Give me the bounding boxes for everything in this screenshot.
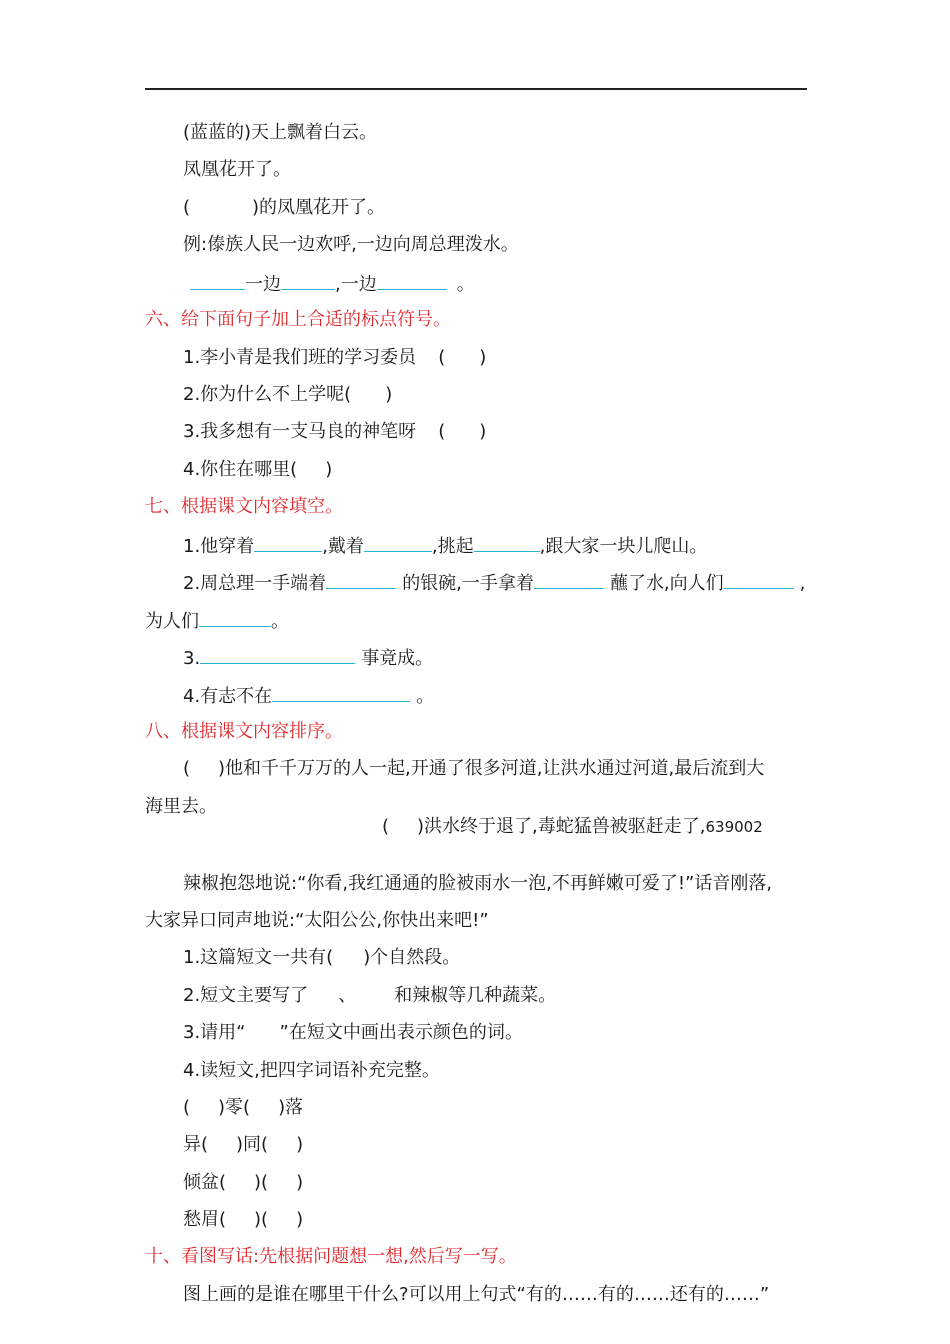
- s7-item-4: 4.有志不在 。: [183, 683, 434, 709]
- section-10-title: 十、看图写话:先根据问题想一想,然后写一写。: [145, 1246, 517, 1267]
- blank[interactable]: [326, 570, 396, 589]
- s6-item-4: 4.你住在哪里( ): [183, 459, 333, 480]
- blank[interactable]: [724, 570, 794, 589]
- question-4: 4.读短文,把四字词语补充完整。: [183, 1060, 440, 1081]
- section-7-title: 七、根据课文内容填空。: [145, 496, 343, 517]
- blank[interactable]: [364, 533, 432, 552]
- blank[interactable]: [199, 608, 271, 627]
- blank[interactable]: [254, 533, 322, 552]
- blank[interactable]: [200, 645, 355, 664]
- blank[interactable]: [534, 570, 604, 589]
- question-2: 2.短文主要写了 、 和辣椒等几种蔬菜。: [183, 985, 557, 1006]
- blank[interactable]: [272, 683, 410, 702]
- s6-item-3: 3.我多想有一支马良的神笔呀 ( ): [183, 421, 487, 442]
- word-3: 倾盆( )( ): [183, 1172, 304, 1193]
- question-1: 1.这篇短文一共有( )个自然段。: [183, 947, 461, 968]
- question-3: 3.请用“ ”在短文中画出表示颜色的词。: [183, 1022, 523, 1043]
- s10-prompt: 图上画的是谁在哪里干什么?可以用上句式“有的……有的……还有的……”: [183, 1284, 770, 1305]
- s8-item-1: ( )他和千千万万的人一起,开通了很多河道,让洪水通过河道,最后流到大: [183, 758, 765, 779]
- example-sentence-3: 例:傣族人民一边欢呼,一边向周总理泼水。: [183, 234, 519, 255]
- word-1: ( )零( )落: [183, 1097, 304, 1118]
- word-2: 异( )同( ): [183, 1134, 304, 1155]
- section-8-title: 八、根据课文内容排序。: [145, 721, 343, 742]
- example-sentence-2: 凤凰花开了。: [183, 159, 291, 180]
- example-sentence-1: (蓝蓝的)天上飘着白云。: [183, 122, 378, 143]
- header-rule: [145, 88, 807, 90]
- s7-item-2-cont: 为人们 。: [145, 608, 289, 634]
- section-6-title: 六、给下面句子加上合适的标点符号。: [145, 309, 451, 330]
- s6-item-1: 1.李小青是我们班的学习委员 ( ): [183, 347, 487, 368]
- s8-item-2: ( )洪水终于退了,毒蛇猛兽被驱赶走了,639002: [382, 816, 763, 837]
- s7-item-1: 1.他穿着 ,戴着 ,挑起 ,跟大家一块儿爬山。: [183, 533, 707, 559]
- fill-yibian: 一边 ,一边 。: [190, 271, 475, 297]
- blank[interactable]: [190, 271, 245, 290]
- s7-item-3: 3. 事竟成。: [183, 645, 433, 671]
- fill-sentence: ( )的凤凰花开了。: [183, 197, 386, 218]
- passage-line-2: 大家异口同声地说:“太阳公公,你快出来吧!”: [145, 910, 489, 931]
- s6-item-2: 2.你为什么不上学呢( ): [183, 384, 393, 405]
- blank[interactable]: [281, 271, 335, 290]
- s7-item-2: 2.周总理一手端着 的银碗,一手拿着 蘸了水,向人们 ,: [183, 570, 805, 596]
- blank[interactable]: [377, 271, 447, 290]
- blank[interactable]: [474, 533, 540, 552]
- word-4: 愁眉( )( ): [183, 1209, 304, 1230]
- s8-item-1-cont: 海里去。: [145, 796, 217, 817]
- passage-line-1: 辣椒抱怨地说:“你看,我红通通的脸被雨水一泡,不再鲜嫩可爱了!”话音刚落,: [183, 873, 773, 894]
